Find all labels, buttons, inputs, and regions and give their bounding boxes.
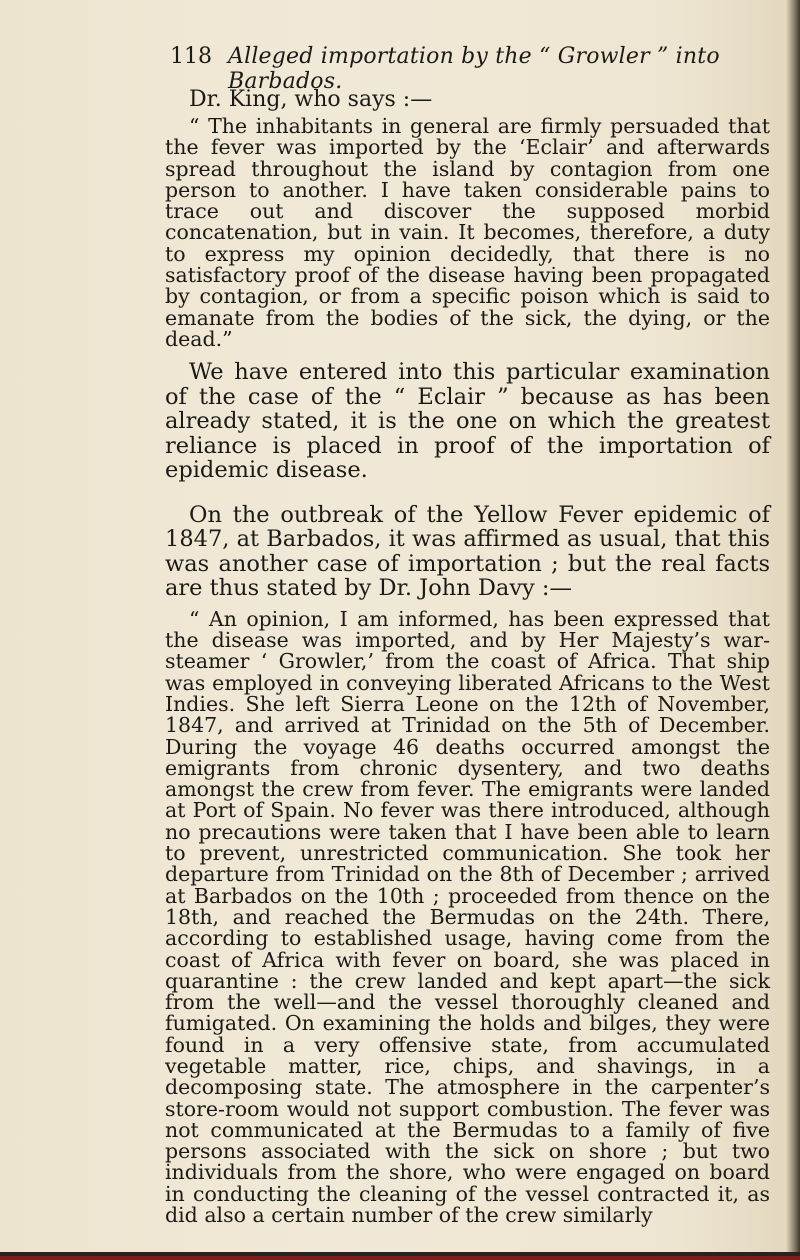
page-number: 118 (170, 44, 212, 69)
page-edge-shadow (786, 0, 800, 1260)
page-header (170, 44, 770, 94)
paragraph-intro: Dr. King, who says :— (189, 87, 433, 112)
quote-dr-king: “ The inhabitants in general are firmly persuaded that the fever was imported by the ‘Eclair’ and afterwards spread throughout the island by contagion from one person to another. I have taken considerable pains to trace out and discover the supposed morbid concatenation, but in vain. It becomes, therefore, a duty to express my opinion decidedly, that there is no satisfactory proof of the disease having been propagated by contagion, or from a specific poison which is said to emanate from the bodies of the sick, the dying, or the dead.” (165, 114, 770, 351)
quote-dr-davy: “ An opinion, I am informed, has been expressed that the disease was imported, and by Her Majesty’s war-steamer ‘ Growler,’ from the coast of Africa. That ship was employed in conveying liberated Africans to the West Indies. She left Sierra Leone on the 12th of November, 1847, and arrived at Trinidad on the 5th of December. During the voyage 46 deaths occurred amongst the emigrants from chronic dysentery, and two deaths amongst the crew from fever. The emigrants were landed at Port of Spain. No fever was there introduced, although no precautions were taken that I have been able to learn to prevent, unrestricted communication. She took her departure from Trinidad on the 8th of December ; arrived at Barbados on the 10th ; proceeded from thence on the 18th, and reached the Bermudas on the 24th. There, according to established usage, having come from the coast of Africa with fever on board, she was placed in quarantine : the crew landed and kept apart—the sick from the well—and the vessel thoroughly cleaned and fumigated. On examining the holds and bilges, they were found in a very offensive state, from accumulated vegetable matter, rice, chips, and shavings, in a decomposing state. The atmosphere in the carpenter’s store-room would not support combustion. The fever was not communicated at the Bermudas to a family of five persons associated with the sick on shore ; but two individuals from the shore, who were engaged on board in conducting the cleaning of the vessel contracted it, as did also a certain number of the crew similarly (165, 606, 770, 1228)
bottom-red-band (0, 1256, 800, 1260)
page-body (165, 88, 770, 1226)
paragraph-eclair-examination: We have entered into this particular examination of the case of the “ Eclair ” because as has been already stated, it is the one on which the greatest reliance is placed in proof of the importation of epidemic disease. (165, 359, 770, 484)
running-title: Alleged importation by the “ Growler ” into Barbados. (228, 44, 720, 94)
paragraph-yellow-fever-1847: On the outbreak of the Yellow Fever epidemic of 1847, at Barbados, it was affirmed as usual, that this was another case of importation ; but the real facts are thus stated by Dr. John Davy :— (165, 501, 770, 602)
